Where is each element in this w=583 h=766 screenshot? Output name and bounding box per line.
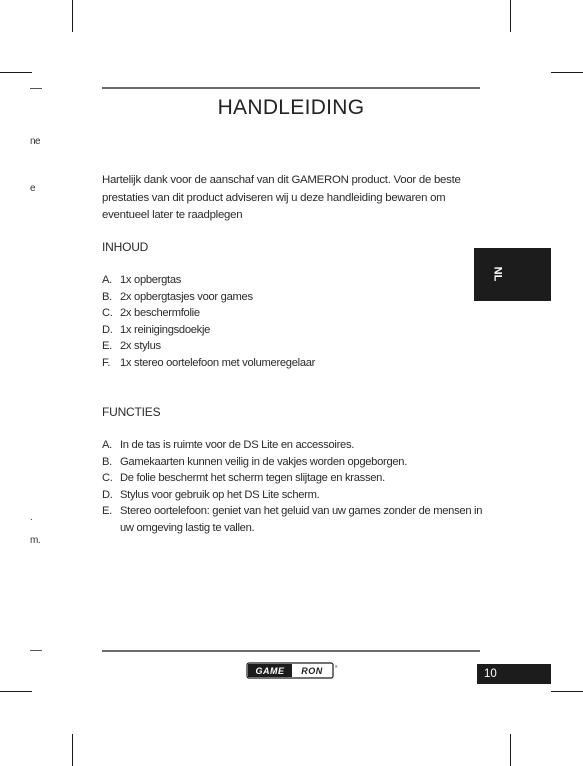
- functions-list: [102, 437, 487, 537]
- page-title: HANDLEIDING: [217, 96, 365, 119]
- list-item-key: A.: [102, 274, 112, 286]
- list-item-text: De folie beschermt het scherm tegen slijtage en krassen.: [120, 472, 385, 485]
- margin-rule-stub: [30, 88, 42, 89]
- page-number: 10: [484, 668, 497, 680]
- functions-heading: FUNCTIES: [102, 405, 161, 419]
- language-tab-label: NL: [491, 266, 504, 282]
- crop-mark: [0, 72, 32, 73]
- list-item-key: E.: [102, 340, 112, 353]
- list-item-text: 2x opbergtasjes voor games: [120, 290, 253, 303]
- crop-mark: [551, 691, 583, 692]
- list-item-key: C.: [102, 307, 113, 320]
- list-item: [102, 503, 487, 536]
- list-item: [102, 437, 487, 454]
- top-rule: [102, 87, 480, 89]
- list-item-text: 1x reinigingsdoekje: [120, 323, 211, 336]
- list-item-text: Stylus voor gebruik op het DS Lite scherm.: [120, 488, 320, 501]
- list-item-key: D.: [102, 488, 113, 501]
- list-item: [102, 487, 487, 504]
- list-item-text: 2x stylus: [120, 340, 161, 353]
- bottom-rule: [102, 650, 480, 652]
- svg-text:RON: RON: [301, 666, 323, 677]
- crop-mark: [510, 734, 511, 766]
- margin-fragment: ne: [30, 136, 41, 147]
- list-item: [102, 355, 487, 372]
- list-item-key: D.: [102, 323, 113, 336]
- page-number-box: [477, 664, 551, 684]
- list-item: [102, 454, 487, 471]
- list-item-text: 2x beschermfolie: [120, 307, 200, 320]
- intro-paragraph: Hartelijk dank voor de aanschaf van dit GAMERON product. Voor de beste prestaties van dit product adviseren wij u deze handleiding bewaren om eventueel later te raadplegen: [102, 174, 461, 221]
- list-item-key: F.: [102, 356, 111, 369]
- margin-fragment: m.: [30, 535, 41, 546]
- list-item-key: C.: [102, 472, 113, 485]
- margin-fragment: e: [30, 183, 36, 194]
- list-item-key: B.: [102, 455, 112, 468]
- svg-text:®: ®: [335, 665, 338, 669]
- contents-heading: INHOUD: [102, 240, 149, 254]
- list-item-text: In de tas is ruimte voor de DS Lite en accessoires.: [120, 439, 355, 451]
- list-item: [102, 470, 487, 487]
- crop-mark: [510, 0, 511, 32]
- crop-mark: [72, 734, 73, 766]
- list-item: [102, 338, 487, 355]
- crop-mark: [72, 0, 73, 32]
- margin-fragment: .: [30, 512, 33, 523]
- contents-list: [102, 272, 487, 372]
- language-tab: [474, 248, 551, 301]
- list-item: [102, 272, 487, 289]
- crop-mark: [0, 691, 32, 692]
- list-item-key: A.: [102, 439, 112, 451]
- list-item: [102, 322, 487, 339]
- list-item: [102, 305, 487, 322]
- list-item-text: Stereo oortelefoon: geniet van het geluid van uw games zonder de mensen in uw omgeving lastig te vallen.: [120, 505, 483, 534]
- margin-rule-stub: [30, 650, 42, 651]
- list-item-key: E.: [102, 505, 112, 518]
- list-item: [102, 289, 487, 306]
- svg-text:GAME: GAME: [255, 666, 285, 677]
- crop-mark: [551, 72, 583, 73]
- list-item-text: Gamekaarten kunnen veilig in de vakjes worden opgeborgen.: [120, 455, 408, 468]
- list-item-text: 1x stereo oortelefoon met volumeregelaar: [120, 356, 316, 369]
- list-item-key: B.: [102, 290, 112, 303]
- gameron-logo: [246, 662, 338, 679]
- list-item-text: 1x opbergtas: [120, 274, 182, 286]
